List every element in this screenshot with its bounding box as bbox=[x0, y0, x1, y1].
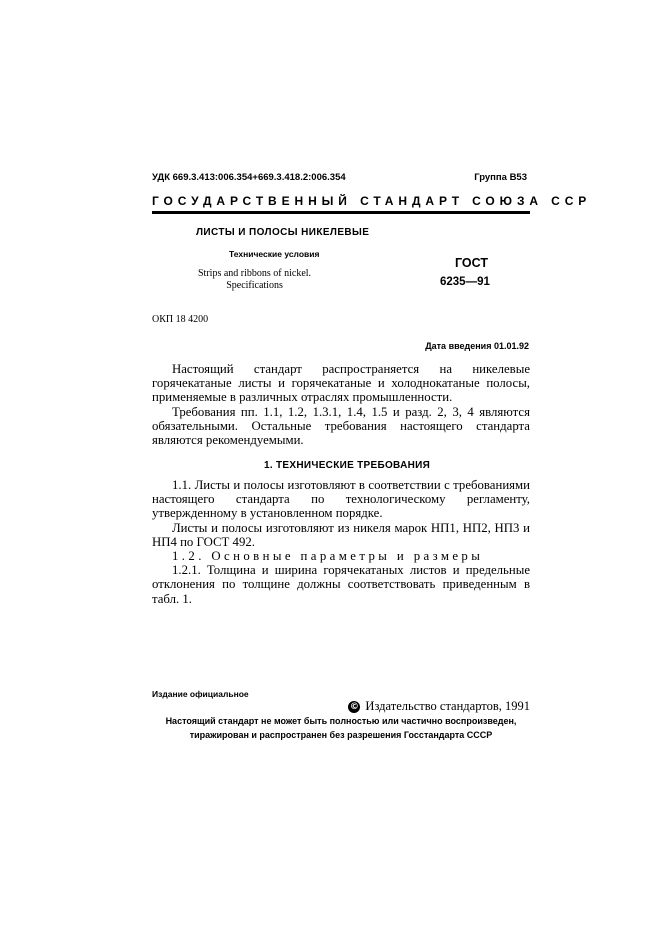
copyright-text: Издательство стандартов, 1991 bbox=[365, 699, 530, 713]
document-title: ЛИСТЫ И ПОЛОСЫ НИКЕЛЕВЫЕ bbox=[196, 227, 370, 238]
reproduction-notice-line2: тиражирован и распространен без разрешения Госстандарта СССР bbox=[189, 730, 493, 740]
english-title bbox=[198, 268, 311, 292]
copyright-icon: © bbox=[349, 701, 359, 712]
intro-paragraph: Требования пп. 1.1, 1.2, 1.3.1, 1.4, 1.5 и разд. 2, 3, 4 являются обязательными. Остальные требования настоящего стандарта являются рекомендуемыми. bbox=[152, 404, 530, 448]
effective-date: Дата введения 01.01.92 bbox=[425, 341, 529, 351]
copyright bbox=[348, 699, 530, 714]
udk-code: УДК 669.3.413:006.354+669.3.418.2:006.354 bbox=[152, 172, 346, 183]
official-edition-label: Издание официальное bbox=[152, 689, 249, 699]
section1-text bbox=[152, 478, 530, 606]
clause-1-1-materials: Листы и полосы изготовляют из никеля марок НП1, НП2, НП3 и НП4 по ГОСТ 492. bbox=[152, 520, 530, 549]
english-title-line2: Specifications bbox=[226, 280, 283, 291]
okp-code: ОКП 18 4200 bbox=[152, 314, 209, 325]
clause-1-1: 1.1. Листы и полосы изготовляют в соответствии с требованиями настоящего стандарта по технологическому регламенту, утвержденному в установленном порядке. bbox=[152, 478, 530, 521]
section-heading: 1. ТЕХНИЧЕСКИЕ ТРЕБОВАНИЯ bbox=[264, 460, 431, 471]
clause-1-2-1: 1.2.1. Толщина и ширина горячекатаных листов и предельные отклонения по толщине должны соответствовать приведенным в табл. 1. bbox=[152, 563, 530, 606]
group-code: Группа В53 bbox=[474, 172, 527, 183]
gost-label: ГОСТ bbox=[455, 256, 488, 270]
gost-number: 6235—91 bbox=[440, 276, 490, 288]
header-rule bbox=[152, 211, 530, 214]
state-standard-title: ГОСУДАРСТВЕННЫЙ СТАНДАРТ СОЮЗА ССР bbox=[152, 194, 592, 208]
clause-1-2: 1.2. Основные параметры и размеры bbox=[172, 549, 484, 564]
intro-text bbox=[152, 362, 530, 447]
english-title-line1: Strips and ribbons of nickel. bbox=[198, 268, 312, 279]
intro-paragraph: Настоящий стандарт распространяется на никелевые горячекатаные листы и горячекатаные и холоднокатаные полосы, применяемые в различных отраслях промышленности. bbox=[152, 362, 530, 405]
reproduction-notice-line1: Настоящий стандарт не может быть полностью или частично воспроизведен, bbox=[165, 716, 517, 726]
document-subtitle: Технические условия bbox=[229, 249, 320, 259]
